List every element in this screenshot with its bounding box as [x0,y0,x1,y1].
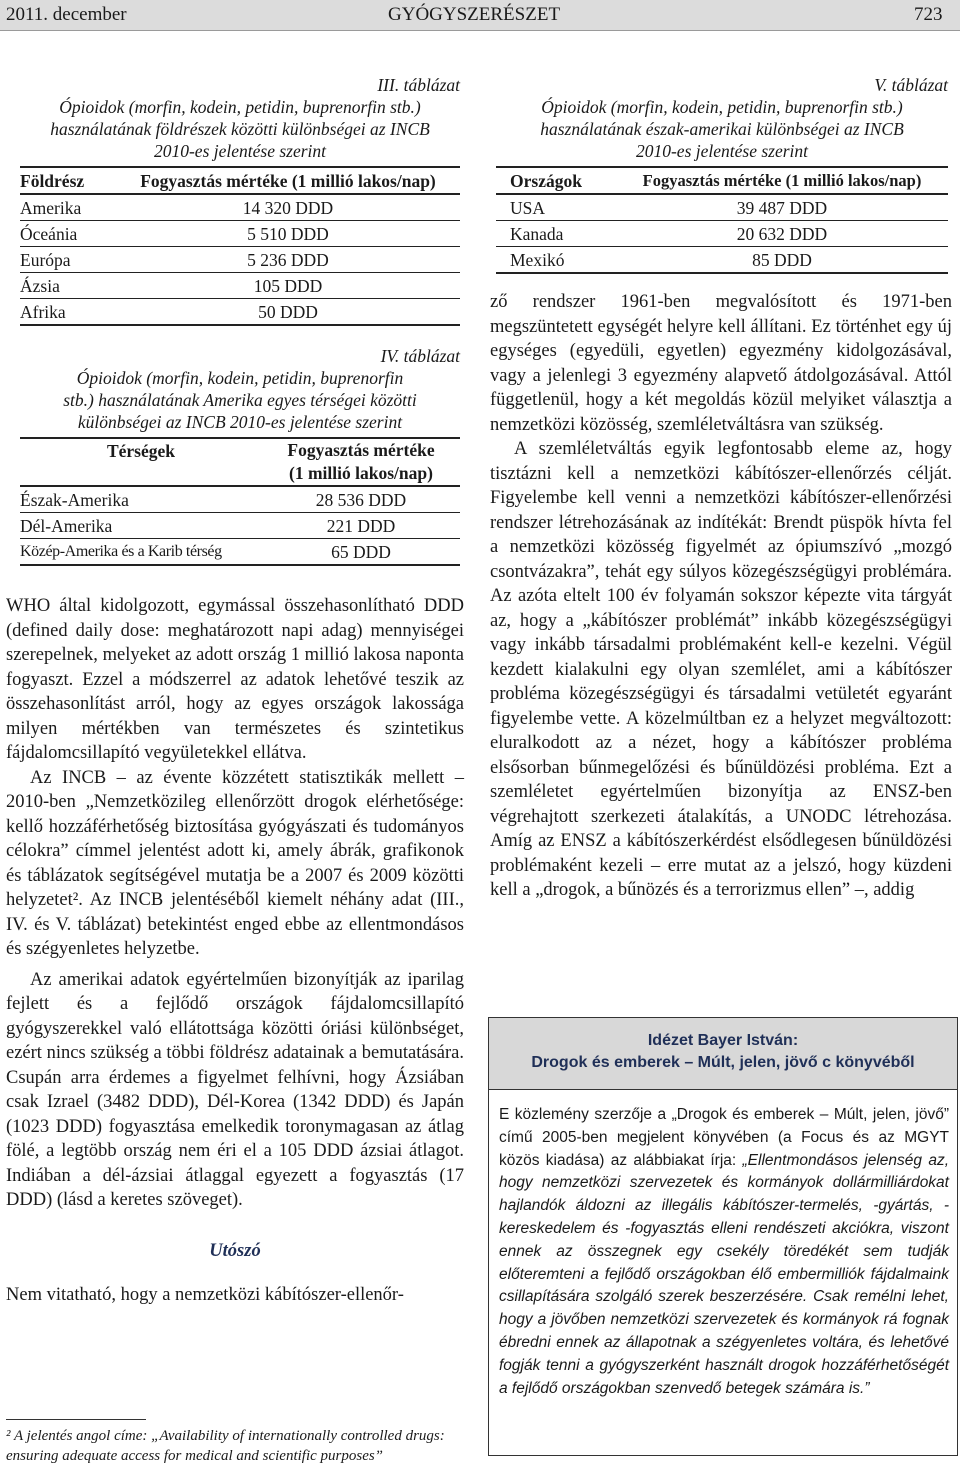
paragraph: WHO által kidolgozott, egymással összehasonlítható DDD (defined daily dose: meghatározott napi adag) mennyiségei szerepelnek, melyeket az adott ország 1 millió lakosa naponta fogyaszt. Ezzel a módszerrel az adatok lehetővé teszik az összehasonlítást arról, hogy az egyes országok lakossága milyen mértékben van természetes és szintetikus fájdalomcsillapító vegyületekkel ellátva. [6,596,464,763]
paragraph: Az amerikai adatok egyértelműen bizonyítják az iparilag fejlett és a fejlődő országok fájdalomcsillapító gyógyszerekkel való ellátottsága közötti óriási különbséget, ezért nincs szükség a többi földrész adatainak a bemutatására. Csupán arra érdemes a figyelmet felhívni, hogy Ázsiában csak Izrael (3482 DDD), Dél-Korea (1342 DDD) és Japán (1023 DDD) fogyasztása emelkedik toronymagasan az átlag fölé, a legtöbb ország nem éri el a 105 DDD ázsiai átlagot. Indiában a dél-ázsiai átlaggal egyezett a fogyasztás (17 DDD) (lásd a keretes szöveget). [6,969,464,1210]
table-3-caption-line: használatának földrészek közötti különbségei az INCB [50,119,430,139]
paragraph: Az INCB – az évente közzétett statisztikák mellett – 2010-ben „Nemzetközileg ellenőrzött drogok elérhetősége: kellő hozzáférhetőség biztosítása gyógyászati és tudományos célokra” címmel jelentést adott ki, amely ábrák, grafikonok és táblázatok segítségével mutatja be a 2007 és 2009 közötti helyzetet². Az INCB jelentéséből kiemelt néhány adat (III., IV. és V. táblázat) betekintést enged ebbe az ellentmondásos és szégyenletes helyzetbe. [6,767,464,959]
header-date: 2011. december [6,4,127,25]
table-row [20,194,460,221]
table-4-number: IV. táblázat [380,346,460,366]
table-cell: Amerika [20,194,116,221]
table-5-header: Országok [496,167,616,194]
paragraph: A szemléletváltás egyik legfontosabb eleme az, hogy tisztázni kell a nemzetközi kábítószer-ellenőrzés célját. Figyelembe kell venni a nemzetközi kábítószer-ellenőrzési rendszer létrehozásának az indítékát: Brendt püspök hívta fel a nemzetközi közösség figyelmét az ópiumszívó „mozgó csontvázakra”, tehát egy súlyos közegészségügyi problémára. Az azóta eltelt 100 év folyamán sokszor képezte vita tárgyát az, hogy a „kábítószer problémát” inkább közegészségügyi vagy inkább társadalmi problémaként kell-e kezelni. Végül kezdett kialakulni egy olyan szemlélet, ami a kábítószer probléma közegészségügyi és társadalmi vetületét egyaránt figyelembe vette. A közelmúltban ez a helyzet megváltozott: eluralkodott az a nézet, hogy a kábítószer probléma elsősorban bűnmegelőzési és bűnüldözési probléma. Ezt a szemléletet egyértelműen bizonyítja az ENSZ-ben végrehajtott szerkezeti átalakítás, a UNODC létrehozása. Amíg az ENSZ a kábítószerkérdést elsődlegesen bűnüldözési problémaként kezeli – erre mutat az a jelszó, hogy küzdeni kell a „drogok, a bűnözés és a terrorizmus ellen” –, addig [490,439,952,900]
table-row [496,194,948,221]
page-header [0,0,960,31]
quote-intro: E közlemény szerzője a „Drogok és emberek – Múlt, jelen, jövő” című 2005-ben megjelent könyvében (a Focus és az MGYT közös kiadása) az alábbiakat írja: [499,1106,949,1169]
table-cell: 39 487 DDD [616,194,948,221]
table-5-caption-line: használatának észak-amerikai különbségei az INCB [540,119,904,139]
header-journal-title: GYÓGYSZERÉSZET [388,4,561,25]
table-cell: Európa [20,247,116,273]
table-3 [20,166,460,326]
table-cell: 105 DDD [116,273,460,299]
table-3-caption-line: Ópioidok (morfin, kodein, petidin, buprenorfin stb.) [59,97,421,117]
quote-box-title: Idézet Bayer István: [647,1032,799,1049]
table-cell: Ázsia [20,273,116,299]
table-4-header-line: (1 millió lakos/nap) [289,463,433,483]
table-cell: Mexikó [496,247,616,274]
footnote-rule [6,1419,146,1420]
table-cell: USA [496,194,616,221]
table-row [20,273,460,299]
left-column-text [6,594,464,1308]
quote-box-subtitle: Drogok és emberek – Múlt, jelen, jövő c könyvéből [531,1054,915,1071]
header-page-number: 723 [914,4,943,25]
table-3-header: Fogyasztás mértéke (1 millió lakos/nap) [116,167,460,194]
table-3-number: III. táblázat [377,75,460,95]
table-3-block [20,74,460,326]
table-4-header [262,438,460,486]
table-cell: 28 536 DDD [262,486,460,513]
table-4-block [20,345,460,566]
table-cell: Közép-Amerika és a Karib térség [20,539,262,566]
table-3-caption [20,74,460,162]
table-row [20,299,460,326]
table-5-number: V. táblázat [874,75,948,95]
quote-text: „Ellentmondásos jelenség az, hogy nemzetközi szervezetek és kormányok dollármilliárdokat hajlandók áldozni az illegális kábítószer-termelés, -gyártás, -kereskedelem és -fogyasztás elleni rendészeti akciókra, viszont ennek az összegnek egy csekély töredékét sem tudják előteremteni a fejlődő országokban élő embermilliók fájdalmaink csillapítására szolgáló szerek beszerzésére. Csak remélni lehet, hogy a jövőben nemzetközi szervezetek és kormányok rá fognak ébredni ennek az állapotnak a szégyenletes voltára, és lehetővé fogják tenni a gyógyszerként használt drogok hozzáférhetőségét a fejlődő országokban szenvedő betegek számára is.” [499,1151,950,1397]
table-3-caption-line: 2010-es jelentése szerint [153,141,327,161]
table-cell: 65 DDD [262,539,460,566]
section-heading-utoszo: Utószó [209,1240,261,1261]
table-4-header: Térségek [20,438,262,486]
table-row [20,539,460,566]
table-5-caption-line: 2010-es jelentése szerint [635,141,809,161]
table-cell: Afrika [20,299,116,326]
table-5-header: Fogyasztás mértéke (1 millió lakos/nap) [616,167,948,194]
table-row [20,486,460,513]
table-5-block [496,74,948,274]
table-4-header-line: Fogyasztás mértéke [287,440,435,460]
table-row [496,221,948,247]
table-4-caption-line: Ópioidok (morfin, kodein, petidin, buprenorfin [76,368,404,388]
table-cell: Észak-Amerika [20,486,262,513]
table-4-caption [20,345,460,433]
table-cell: Dél-Amerika [20,513,262,539]
table-cell: Kanada [496,221,616,247]
table-cell: 221 DDD [262,513,460,539]
paragraph: ző rendszer 1961-ben megvalósított és 1971-ben megszüntetett egységét helyre kell állítani. Ez történhet egy új egységes (egyedüli, egyetlen) egyezmény kidolgozásával, vagy a jelenlegi 3 egyezmény alapvető átdolgozásával. Attól függetlenül, hogy a két megoldás közül melyiket választja a nemzetközi közösség, szemléletváltásra van szükség. [490,292,952,435]
table-4-caption-line: különbségei az INCB 2010-es jelentése szerint [77,412,403,432]
paragraph: Nem vitatható, hogy a nemzetközi kábítószer-ellenőr- [6,1285,404,1305]
table-5 [496,166,948,274]
table-cell: 5 236 DDD [116,247,460,273]
table-cell: 85 DDD [616,247,948,274]
table-row [20,513,460,539]
quote-box [488,1017,958,1456]
table-4-caption-line: stb.) használatának Amerika egyes térségei közötti [63,390,417,410]
table-row [20,247,460,273]
quote-box-header [489,1018,957,1090]
table-cell: 50 DDD [116,299,460,326]
table-cell: Óceánia [20,221,116,247]
table-4 [20,437,460,566]
table-cell: 5 510 DDD [116,221,460,247]
footnote: ² A jelentés angol címe: „Availability of internationally controlled drugs: ensuring adequate access for medical and scientific purposes” [6,1428,445,1464]
table-5-caption [496,74,948,162]
quote-box-body [499,1104,949,1400]
table-row [496,247,948,274]
table-cell: 20 632 DDD [616,221,948,247]
table-cell: 14 320 DDD [116,194,460,221]
table-3-header: Földrész [20,167,116,194]
table-5-caption-line: Ópioidok (morfin, kodein, petidin, buprenorfin stb.) [541,97,903,117]
table-row [20,221,460,247]
right-column-text [490,290,952,903]
